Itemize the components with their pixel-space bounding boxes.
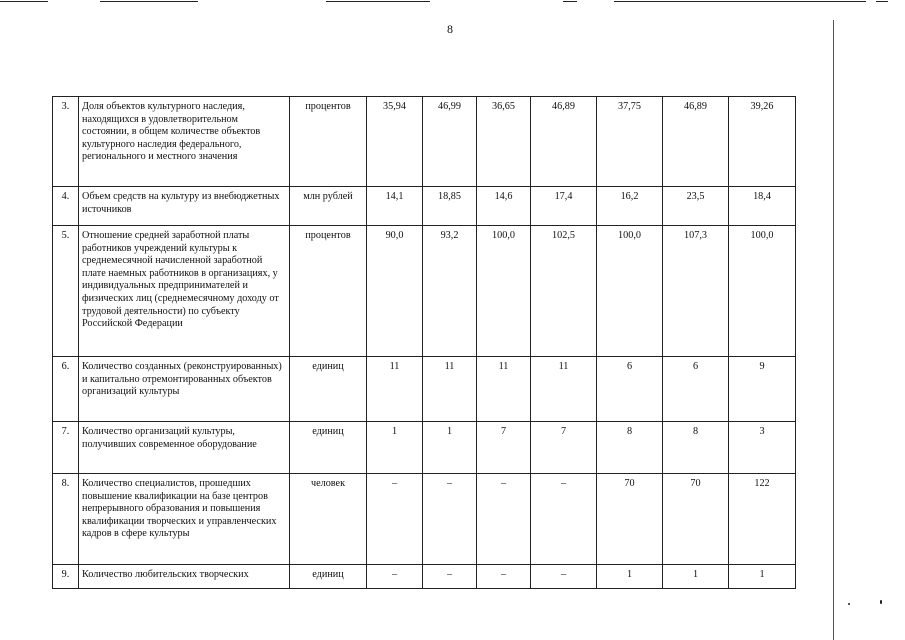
value-cell: 46,99 xyxy=(423,97,477,187)
value-cell: 7 xyxy=(531,422,597,474)
row-number: 9. xyxy=(53,565,79,589)
scan-edge-mark xyxy=(563,1,577,2)
value-cell: – xyxy=(531,474,597,565)
value-cell: – xyxy=(367,474,423,565)
table-row xyxy=(53,422,796,474)
value-cell: – xyxy=(423,474,477,565)
value-cell: 11 xyxy=(477,357,531,422)
table-row xyxy=(53,474,796,565)
unit-cell: процентов xyxy=(290,97,367,187)
row-number: 3. xyxy=(53,97,79,187)
value-cell: 100,0 xyxy=(729,226,796,357)
value-cell: 46,89 xyxy=(531,97,597,187)
value-cell: 100,0 xyxy=(477,226,531,357)
indicator-name: Объем средств на культуру из внебюджетных источников xyxy=(79,187,290,226)
indicator-name: Отношение средней заработной платы работников учреждений культуры к среднемесячной начисленной заработной плате наемных работников в организациях, у индивидуальных предпринимателей и физических лиц (среднемесячному доходу от трудовой деятельности) по субъекту Российской Федерации xyxy=(79,226,290,357)
scan-edge-mark xyxy=(326,1,430,2)
table-row xyxy=(53,97,796,187)
value-cell: 1 xyxy=(423,422,477,474)
value-cell: 36,65 xyxy=(477,97,531,187)
scan-edge-mark xyxy=(876,1,888,2)
indicator-name: Количество специалистов, прошедших повышение квалификации на базе центров непрерывного образования и повышения квалификации творческих и управленческих кадров в сфере культуры xyxy=(79,474,290,565)
table-row xyxy=(53,187,796,226)
value-cell: 1 xyxy=(729,565,796,589)
value-cell: 93,2 xyxy=(423,226,477,357)
value-cell: 35,94 xyxy=(367,97,423,187)
value-cell: 1 xyxy=(597,565,663,589)
row-number: 6. xyxy=(53,357,79,422)
value-cell: 6 xyxy=(663,357,729,422)
indicator-name: Количество созданных (реконструированных) и капитально отремонтированных объектов организаций культуры xyxy=(79,357,290,422)
value-cell: 102,5 xyxy=(531,226,597,357)
indicator-name: Доля объектов культурного наследия, находящихся в удовлетворительном состоянии, в общем количестве объектов культурного наследия федерального, регионального и местного значения xyxy=(79,97,290,187)
table-row xyxy=(53,357,796,422)
value-cell: – xyxy=(477,474,531,565)
unit-cell: единиц xyxy=(290,357,367,422)
value-cell: 11 xyxy=(531,357,597,422)
unit-cell: процентов xyxy=(290,226,367,357)
value-cell: 1 xyxy=(663,565,729,589)
row-number: 4. xyxy=(53,187,79,226)
value-cell: 9 xyxy=(729,357,796,422)
unit-cell: млн рублей xyxy=(290,187,367,226)
value-cell: – xyxy=(477,565,531,589)
unit-cell: единиц xyxy=(290,565,367,589)
value-cell: – xyxy=(367,565,423,589)
value-cell: 23,5 xyxy=(663,187,729,226)
value-cell: 7 xyxy=(477,422,531,474)
value-cell: 3 xyxy=(729,422,796,474)
value-cell: 37,75 xyxy=(597,97,663,187)
value-cell: 11 xyxy=(423,357,477,422)
row-number: 8. xyxy=(53,474,79,565)
value-cell: 46,89 xyxy=(663,97,729,187)
value-cell: 14,6 xyxy=(477,187,531,226)
row-number: 5. xyxy=(53,226,79,357)
scan-fold-line xyxy=(833,20,834,640)
value-cell: 1 xyxy=(367,422,423,474)
value-cell: 6 xyxy=(597,357,663,422)
value-cell: 70 xyxy=(597,474,663,565)
value-cell: 90,0 xyxy=(367,226,423,357)
value-cell: 14,1 xyxy=(367,187,423,226)
scan-edge-mark xyxy=(0,1,48,2)
value-cell: 18,4 xyxy=(729,187,796,226)
unit-cell: человек xyxy=(290,474,367,565)
scan-edge-mark xyxy=(614,1,866,2)
value-cell: 18,85 xyxy=(423,187,477,226)
indicator-name: Количество любительских творческих xyxy=(79,565,290,589)
value-cell: 39,26 xyxy=(729,97,796,187)
indicator-name: Количество организаций культуры, получивших современное оборудование xyxy=(79,422,290,474)
value-cell: 16,2 xyxy=(597,187,663,226)
indicators-table xyxy=(52,96,796,589)
page-number: 8 xyxy=(447,22,453,36)
scan-speck xyxy=(848,603,850,605)
value-cell: 17,4 xyxy=(531,187,597,226)
unit-cell: единиц xyxy=(290,422,367,474)
table-row xyxy=(53,565,796,589)
value-cell: – xyxy=(531,565,597,589)
value-cell: 11 xyxy=(367,357,423,422)
value-cell: 107,3 xyxy=(663,226,729,357)
value-cell: 8 xyxy=(597,422,663,474)
value-cell: 70 xyxy=(663,474,729,565)
scan-edge-mark xyxy=(100,1,198,2)
value-cell: 8 xyxy=(663,422,729,474)
row-number: 7. xyxy=(53,422,79,474)
scan-speck xyxy=(880,600,882,604)
value-cell: 100,0 xyxy=(597,226,663,357)
value-cell: – xyxy=(423,565,477,589)
table-row xyxy=(53,226,796,357)
value-cell: 122 xyxy=(729,474,796,565)
